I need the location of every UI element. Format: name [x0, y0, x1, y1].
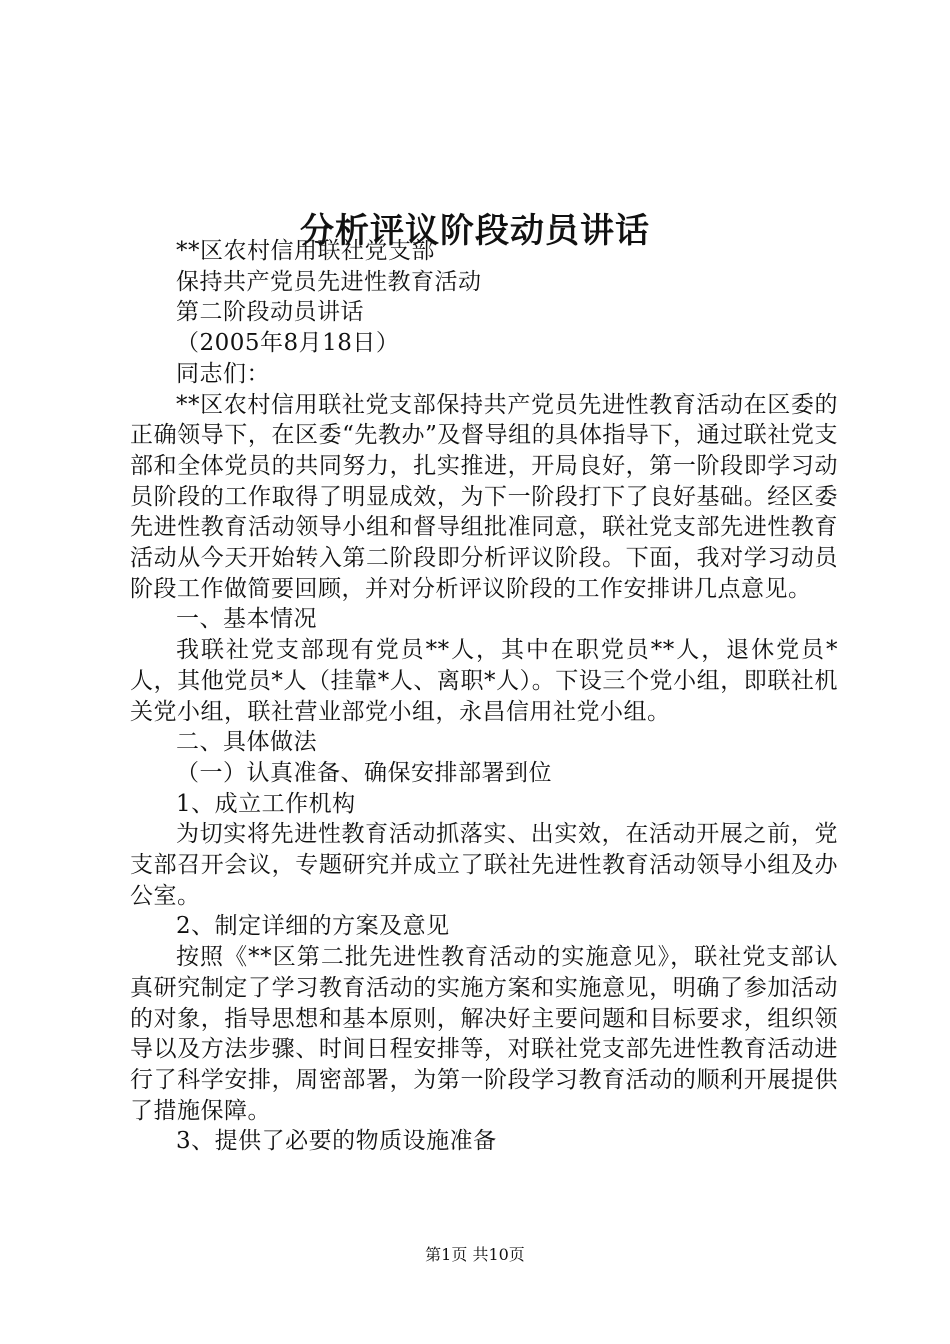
- paragraph: 第二阶段动员讲话: [176, 299, 364, 326]
- document-title: 分析评议阶段动员讲话: [300, 210, 650, 251]
- paragraph: 保持共产党员先进性教育活动: [176, 268, 482, 295]
- paragraph: （2005年8月18日）: [176, 330, 400, 357]
- paragraph: 按照《**区第二批先进性教育活动的实施意见》，联社党支部认真研究制定了学习教育活动的实施方案和实施意见，明确了参加活动的对象，指导思想和基本原则，解决好主要问题和目标要求，组织领导以及方法步骤、时间日程安排等，对联社党支部先进性教育活动进行了科学安排，周密部署，为第一阶段学习教育活动的顺利开展提供了措施保障。: [130, 944, 838, 1124]
- item-heading: 3、提供了必要的物质设施准备: [176, 1128, 497, 1155]
- paragraph: 同志们：: [176, 360, 270, 387]
- item-heading: 1、成立工作机构: [176, 790, 356, 817]
- section-heading: 一、基本情况: [176, 606, 317, 633]
- paragraph: 我联社党支部现有党员**人，其中在职党员**人，退休党员*人，其他党员*人（挂靠*人、离职*人）。下设三个党小组，即联社机关党小组，联社营业部党小组，永昌信用社党小组。: [130, 637, 838, 725]
- section-heading: 二、具体做法: [176, 729, 317, 756]
- paragraph: 为切实将先进性教育活动抓落实、出实效，在活动开展之前，党支部召开会议，专题研究并成立了联社先进性教育活动领导小组及办公室。: [130, 821, 838, 909]
- page-footer: 第1页 共10页: [425, 1245, 525, 1264]
- document-body: [130, 236, 838, 1157]
- item-heading: 2、制定详细的方案及意见: [176, 913, 450, 940]
- paragraph: **区农村信用联社党支部: [176, 238, 435, 264]
- paragraph: **区农村信用联社党支部保持共产党员先进性教育活动在区委的正确领导下，在区委“先教办”及督导组的具体指导下，通过联社党支部和全体党员的共同努力，扎实推进，开局良好，第一阶段即学习动员阶段的工作取得了明显成效，为下一阶段打下了良好基础。经区委先进性教育活动领导小组和督导组批准同意，联社党支部先进性教育活动从今天开始转入第二阶段即分析评议阶段。下面，我对学习动员阶段工作做简要回顾，并对分析评议阶段的工作安排讲几点意见。: [130, 391, 838, 602]
- subsection-heading: （一）认真准备、确保安排部署到位: [176, 759, 552, 786]
